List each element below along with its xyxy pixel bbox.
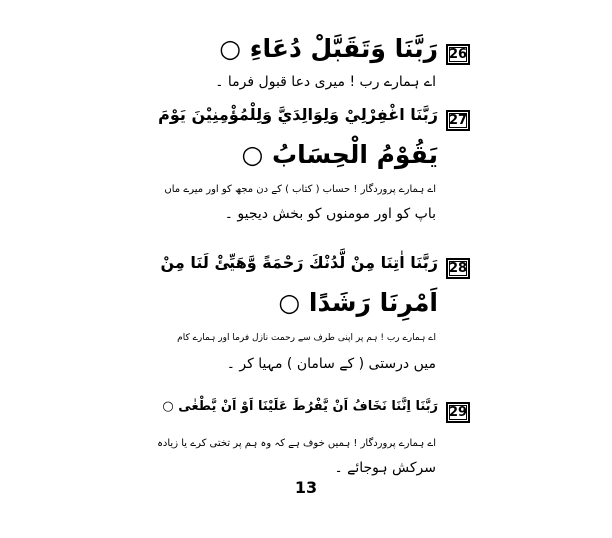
arabic-verse-line: يَقُوْمُ الْحِسَابُ ○: [241, 140, 438, 169]
urdu-translation-line: سرکش ہوجائے ۔: [334, 460, 436, 476]
urdu-translation-line: اے ہمارے پروردگار ! حساب ( کتاب ) کے دن مجھ کو اور میرے ماں: [164, 184, 436, 195]
entry-number-badge: 28: [446, 258, 470, 279]
urdu-translation-line: اے ہمارے پروردگار ! ہمیں خوف ہے کہ وہ ہم پر تختی کرے یا زیادہ: [157, 438, 436, 449]
arabic-verse-line: رَبَّنَا اِنَّنَا نَخَافُ اَنْ يَّفْرُطَ عَلَيْنَا اَوْ اَنْ يَّطْغٰى ○: [162, 399, 438, 414]
urdu-translation-line: اے ہمارے رب ! ہم پر اپنی طرف سے رحمت نازل فرما اور ہمارے کام: [177, 333, 436, 343]
arabic-verse-line: رَبَّنَا وَتَقَبَّلْ دُعَاءِ ○: [219, 34, 438, 63]
entry-number-badge: 27: [446, 110, 470, 131]
arabic-verse-line: رَبَّنَا اٰتِنَا مِنْ لَّدُنْكَ رَحْمَةً وَّهَيِّئْ لَنَا مِنْ: [160, 253, 438, 272]
urdu-translation-line: باپ کو اور مومنوں کو بخش دیجیو ۔: [224, 206, 436, 222]
entry-number-badge: 26: [446, 44, 470, 65]
urdu-translation-line: میں درستی ( کے سامان ) مہیا کر ۔: [226, 356, 436, 372]
urdu-translation-line: اے ہمارے رب ! میری دعا قبول فرما ۔: [215, 74, 436, 90]
arabic-verse-line: رَبَّنَا اغْفِرْلِيْ وَلِوَالِدَيَّ وَلِلْمُؤْمِنِيْنَ يَوْمَ: [158, 105, 438, 124]
page-number: 13: [294, 478, 318, 497]
arabic-verse-line: اَمْرِنَا رَشَدًا ○: [278, 288, 438, 317]
entry-number-badge: 29: [446, 402, 470, 423]
